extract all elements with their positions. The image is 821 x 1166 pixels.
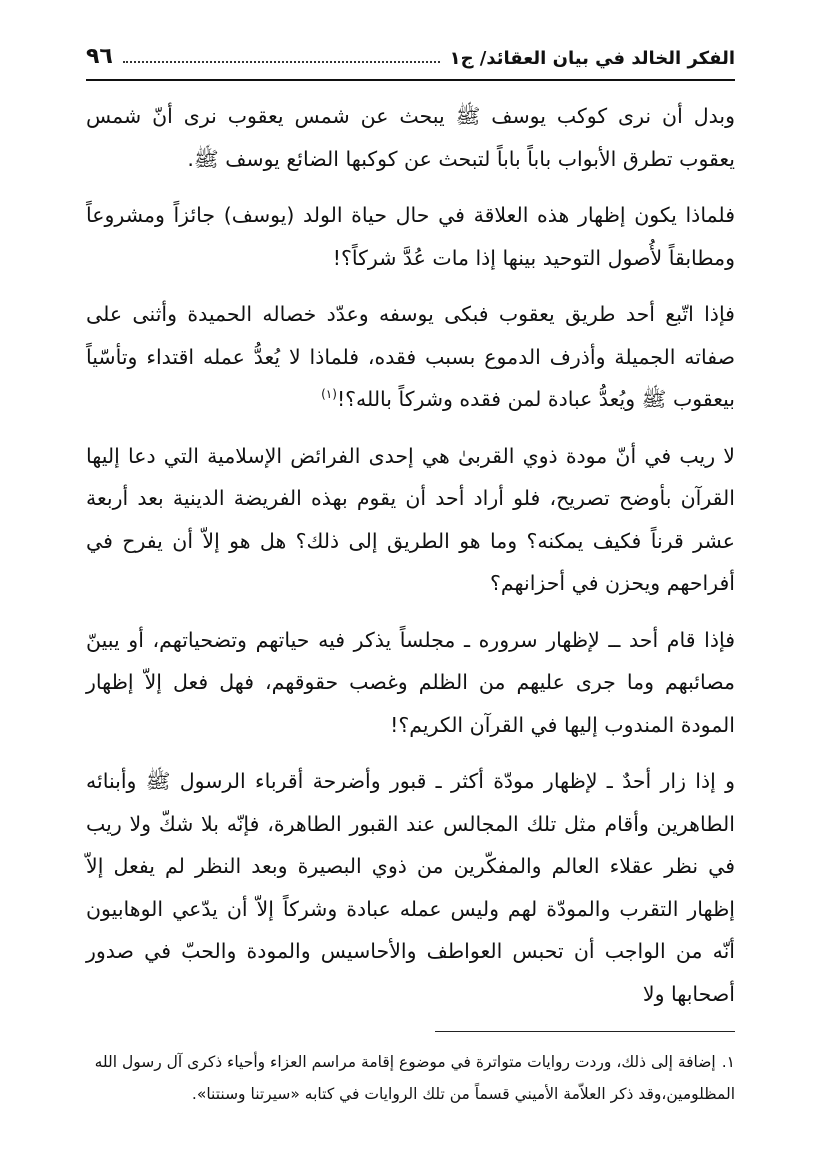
paragraph-3	[86, 293, 735, 421]
paragraph-5: فإذا قام أحد ــ لإظهار سروره ـ مجلساً يذكر فيه حياتهم وتضحياتهم، أو يبينّ مصائبهم وما جرى عليهم من الظلم وغصب حقوقهم، فهل فعل إلاّ إظهار المودة المندوب إليها في القرآن الكريم؟!	[86, 627, 735, 737]
footnote-divider	[435, 1031, 735, 1032]
footnote	[86, 1046, 735, 1110]
paragraph-4: لا ريب في أنّ مودة ذوي القربىٰ هي إحدى الفرائض الإسلامية التي دعا إليها القرآن بأوضح تصريح، فلو أراد أحد أن يقوم بهذه الفريضة الدينية بعد أربعة عشر قرناً فكيف يمكنه؟ وما هو الطريق إلى ذلك؟ هل هو إلاّ أن يفرح في أفراحهم ويحزن في أحزانهم؟	[86, 443, 735, 595]
running-header	[86, 44, 735, 81]
paragraph-6: و إذا زار أحدٌ ـ لإظهار مودّة أكثر ـ قبور وأضرحة أقرباء الرسول ﷺ وأبنائه الطاهرين وأقام مثل تلك المجالس عند القبور الطاهرة، فإنّه بلا شكّ ولا ريب في نظر عقلاء العالم والمفكّرين من ذوي البصيرة وبعد النظر لم يفعل إلاّ إظهار التقرب والمودّة لهم وليس عمله عبادة وشركاً إلاّ أن يدّعي الوهابيون أنّه من الواجب أن تحبس العواطف والأحاسيس والمودة والحبّ في صدور أصحابها ولا	[86, 769, 735, 1006]
footnote-number: ١.	[721, 1053, 735, 1071]
footnote-text: إضافة إلى ذلك، وردت روايات متواترة في موضوع إقامة مراسم العزاء وأحياء ذكرى آل رسول الله المظلومين،وقد ذكر العلاّمة الأميني قسماً من تلك الروايات في كتابه «سيرتنا وسنتنا».	[94, 1053, 735, 1103]
page-number: ٩٦	[86, 44, 113, 69]
paragraph-2: فلماذا يكون إظهار هذه العلاقة في حال حياة الولد (يوسف) جائزاً ومشروعاً ومطابقاً لأُصول التوحيد بينها إذا مات عُدَّ شركاً؟!	[86, 203, 735, 270]
header-dotted-leader	[123, 61, 440, 63]
running-title: الفكر الخالد في بيان العقائد/ ج١	[449, 48, 735, 69]
footnote-marker: (١)	[321, 387, 337, 402]
paragraph-3-text: فإذا اتّبع أحد طريق يعقوب فبكى يوسفه وعدّد خصاله الحميدة وأثنى على صفاته الجميلة وأذرف الدموع بسبب فقده، فلماذا لا يُعدُّ عمله اقتداء وتأسّياً بيعقوب ﷺ ويُعدُّ عبادة لمن فقده وشركاً بالله؟!	[86, 302, 735, 411]
body-text	[86, 95, 735, 1015]
paragraph-1: وبدل أن نرى كوكب يوسف ﷺ يبحث عن شمس يعقوب نرى أنّ شمس يعقوب تطرق الأبواب باباً باباً لتبحث عن كوكبها الضائع يوسف ﷺ.	[86, 104, 735, 171]
